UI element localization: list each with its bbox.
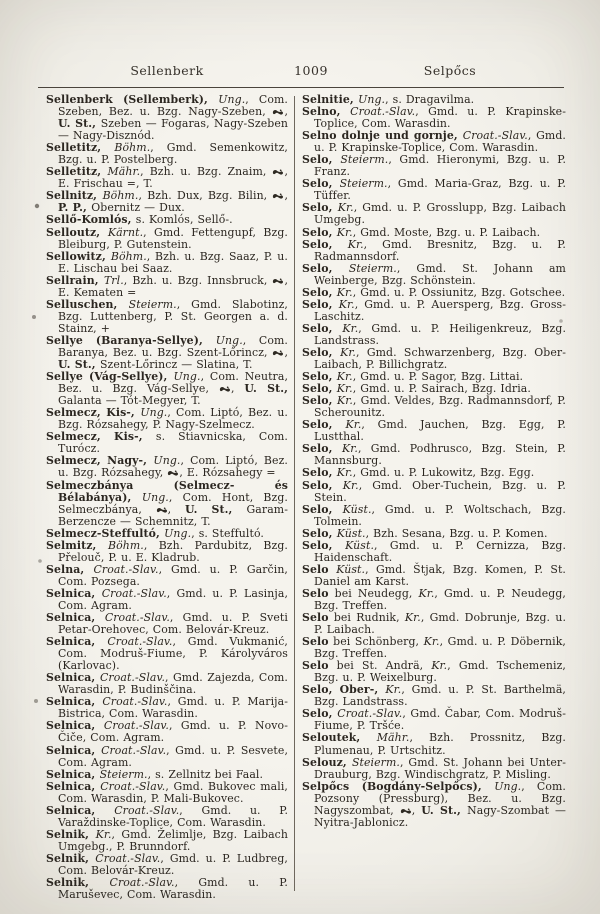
entry-text: , Gmd. u. P. Neudegg, Bzg. Treffen. bbox=[314, 586, 566, 612]
entry-headword: Selo, bbox=[302, 225, 337, 239]
gazetteer-entry bbox=[46, 335, 288, 371]
entry-text: Garam-Berzencze — Schemnitz, T. bbox=[58, 502, 288, 528]
gazetteer-entry bbox=[46, 853, 288, 877]
gazetteer-entry bbox=[46, 142, 288, 166]
entry-text: , Gmd. Vukmanić, Com. Modruš-Fiume, P. Károlyváros (Karlovac). bbox=[58, 635, 288, 673]
entry-text: Nagy-Szombat — Nyitra-Jablonicz. bbox=[314, 803, 566, 829]
gazetteer-entry bbox=[46, 636, 288, 672]
posthorn-icon bbox=[272, 275, 284, 287]
entry-text: , Gmd. Veldes, Bzg. Radmannsdorf, P. Scherounitz. bbox=[314, 394, 566, 420]
entry-headword: Selo, bbox=[302, 382, 337, 396]
entry-text: , Com. Neutra, Bez. u. Bzg. Vág-Sellye, bbox=[58, 370, 289, 396]
entry-text: , Gmd. u. P. Sveti Petar-Orehovec, Com. Belovár-Kreuz. bbox=[58, 611, 288, 637]
entry-headword: Selo, bbox=[302, 502, 343, 516]
running-head-left: Sellenberk bbox=[130, 63, 204, 78]
entry-text: Obernitz — Dux. bbox=[91, 201, 185, 215]
entry-headword: Selnica, bbox=[46, 719, 104, 733]
entry-province: Kärnt. bbox=[107, 225, 144, 239]
entry-province: Küst. bbox=[336, 562, 366, 576]
gazetteer-entry bbox=[302, 708, 566, 732]
entry-province: Kr. bbox=[345, 418, 362, 432]
entry-text: , Gmd. u. P. Heiligenkreuz, Bzg. Landstrass. bbox=[314, 321, 566, 347]
entry-headword: Selo, bbox=[302, 153, 341, 167]
entry-text: , s. Zellnitz bei Faal. bbox=[147, 767, 264, 781]
entry-headword: Selo, bbox=[302, 345, 341, 359]
entry-province: Ung. bbox=[215, 333, 243, 347]
entry-headword: Selo, bbox=[302, 237, 348, 251]
entry-text: , Gmd. Želimlje, Bzg. Laibach Umgebg., P. Brunndorf. bbox=[58, 827, 288, 853]
entry-text: bei Schönberg, bbox=[328, 635, 424, 649]
entry-headword: Selmeczbánya (Selmecz- és Bélabánya), bbox=[46, 478, 288, 504]
text-columns bbox=[46, 94, 566, 901]
entry-text: , Gmd. Moste, Bzg. u. P. Laibach. bbox=[352, 225, 541, 239]
entry-province: Croat.-Slav. bbox=[102, 695, 168, 709]
entry-headword: Selnica, bbox=[46, 635, 108, 649]
entry-text: , bbox=[284, 189, 288, 203]
entry-province: Croat.-Slav. bbox=[114, 803, 180, 817]
entry-headword: Selnica, bbox=[46, 743, 102, 757]
entry-headword: Selo, bbox=[302, 297, 339, 311]
entry-headword: Selletitz, bbox=[46, 141, 115, 155]
entry-province: Mähr. bbox=[107, 165, 141, 179]
entry-text: , Gmd. u. P. Varaždinske-Toplice, Com. Warasdin. bbox=[58, 803, 289, 829]
scan-noise bbox=[0, 0, 2, 2]
column-left bbox=[46, 94, 288, 901]
entry-province: Böhm. bbox=[110, 249, 147, 263]
entry-province: Kr. bbox=[404, 611, 421, 625]
entry-province: Kr. bbox=[336, 225, 353, 239]
entry-headword: Selo, bbox=[302, 321, 343, 335]
gazetteer-entry bbox=[46, 612, 288, 636]
entry-headword: Selmecz, Nagy-, bbox=[46, 454, 154, 468]
entry-text: , Gmd. u. P. Maruševec, Com. Warasdin. bbox=[58, 876, 288, 902]
entry-province: Kr. bbox=[336, 285, 353, 299]
gazetteer-entry bbox=[46, 540, 288, 564]
header-rule bbox=[38, 87, 564, 88]
entry-province: Kr. bbox=[337, 394, 353, 408]
gazetteer-entry bbox=[46, 166, 288, 190]
entry-province: Kr. bbox=[423, 635, 440, 649]
entry-headword: Seloutek, bbox=[302, 731, 377, 745]
entry-province: Croat.-Slav. bbox=[99, 671, 166, 685]
entry-text: bei Rudnik, bbox=[328, 611, 405, 625]
entry-headword: Sellowitz, bbox=[46, 249, 111, 263]
entry-text: , Gmd. Podhrusco, Bzg. Stein, P. Mannsburg. bbox=[314, 442, 566, 468]
entry-text: , Gmd. Bukovec mali, Com. Warasdin, P. Mali-Bukovec. bbox=[58, 779, 288, 805]
entry-headword: Sellnitz, bbox=[46, 189, 103, 203]
gazetteer-entry bbox=[302, 564, 566, 588]
entry-text: , Gmd. u. P. Sesvete, Com. Agram. bbox=[58, 743, 289, 769]
entry-province: Croat.-Slav. bbox=[107, 635, 173, 649]
entry-text: Szeben — Fogaras, Nagy-Szeben — Nagy-Disznód. bbox=[58, 117, 288, 143]
entry-text: , Gmd. u. P. Lasinja, Com. Agram. bbox=[58, 586, 288, 612]
entry-province: Steierm. bbox=[348, 261, 397, 275]
gazetteer-entry bbox=[46, 877, 288, 901]
entry-headword: Selo, bbox=[302, 285, 337, 299]
gazetteer-entry bbox=[302, 504, 566, 528]
entry-headword: Selo, bbox=[302, 442, 343, 456]
gazetteer-entry bbox=[46, 455, 288, 479]
entry-province: Steierm. bbox=[351, 755, 400, 769]
entry-text: , Gmd. u. P. Garčin, Com. Pozsega. bbox=[58, 562, 288, 588]
entry-headword: Selo, bbox=[302, 418, 346, 432]
entry-headword: Selna, bbox=[46, 562, 94, 576]
entry-province: Croat.-Slav. bbox=[95, 851, 161, 865]
entry-province: Kr. bbox=[336, 370, 353, 384]
entry-headword: Selnica, bbox=[46, 695, 103, 709]
entry-headword: Selnica, bbox=[46, 779, 101, 793]
entry-headword: Selo, bbox=[302, 177, 340, 191]
gazetteer-entry bbox=[302, 684, 566, 708]
page-number: 1009 bbox=[294, 63, 328, 78]
entry-text: , Gmd. u. P. Sairach, Bzg. Idria. bbox=[352, 382, 531, 396]
entry-province: Croat.-Slav. bbox=[104, 611, 170, 625]
entry-province: Croat.-Slav. bbox=[93, 562, 159, 576]
entry-text: , Gmd. St. Johann bei Unter-Drauburg, Bzg. Windischgratz, P. Misling. bbox=[314, 755, 566, 781]
entry-text: , Gmd. u. P. Woltschach, Bzg. Tolmein. bbox=[314, 502, 566, 528]
entry-province: Ung. bbox=[173, 370, 201, 384]
entry-province: Ung. bbox=[164, 526, 192, 540]
entry-headword: Selnica, bbox=[46, 803, 115, 817]
posthorn-icon bbox=[272, 166, 284, 178]
entry-province: Kr. bbox=[340, 345, 356, 359]
entry-headword: Selo, bbox=[302, 466, 337, 480]
entry-text: , Com. Szeben, Bez. u. Bzg. Nagy-Szeben, bbox=[58, 93, 288, 119]
entry-headword: U. St., bbox=[244, 382, 288, 396]
posthorn-icon bbox=[272, 347, 284, 359]
entry-headword: U. St., bbox=[184, 502, 247, 516]
entry-headword: Sellő-Komlós, bbox=[46, 213, 136, 227]
entry-text: bei Neudegg, bbox=[328, 586, 419, 600]
entry-headword: Selno dolnje und gornje, bbox=[302, 129, 463, 143]
entry-headword: Sellrain, bbox=[46, 273, 104, 287]
entry-headword: Selo, bbox=[302, 370, 337, 384]
entry-province: Croat.-Slav. bbox=[462, 129, 528, 143]
entry-headword: Selo bbox=[302, 586, 329, 600]
entry-headword: Selmecz, Kis-, bbox=[46, 430, 156, 444]
entry-province: Ung. bbox=[140, 406, 168, 420]
entry-headword: Selo, bbox=[302, 201, 338, 215]
entry-text: , Gmd. Tschemeniz, Bzg. u. P. Weixelburg. bbox=[314, 659, 566, 685]
entry-text: , Gmd. u. P. Krapinske-Toplice, Com. Warasdin. bbox=[314, 129, 566, 155]
entry-province: Ung. bbox=[218, 93, 246, 106]
entry-text: , Bzh. Dux, Bzg. Bilin, bbox=[138, 189, 273, 203]
entry-headword: U. St., bbox=[58, 358, 100, 372]
entry-text: , Gmd. u. P. Cernizza, Bzg. Haidenschaft. bbox=[314, 538, 567, 564]
gazetteer-entry bbox=[46, 805, 288, 829]
gazetteer-entry bbox=[302, 660, 566, 684]
gazetteer-entry bbox=[302, 540, 566, 564]
entry-text: s. Stiavnicska, Com. Turócz. bbox=[58, 430, 288, 456]
entry-headword: Selnik, bbox=[46, 876, 110, 890]
entry-province: Kr. bbox=[338, 297, 355, 311]
entry-province: Croat.-Slav. bbox=[101, 743, 167, 757]
entry-province: Kr. bbox=[336, 382, 353, 396]
entry-text: , Gmd. u. P. Auersperg, Bzg. Gross-Laschitz. bbox=[314, 297, 566, 323]
entry-text: , bbox=[284, 345, 288, 359]
gazetteer-entry bbox=[302, 154, 566, 178]
entry-headword: Selo, bbox=[302, 394, 337, 408]
posthorn-icon bbox=[219, 383, 231, 395]
entry-text: , Gmd. Zajezda, Com. Warasdin, P. Budinščina. bbox=[58, 671, 288, 697]
entry-province: Ung. bbox=[494, 779, 522, 793]
entry-text: , Gmd. Štjak, Bzg. Komen, P. St. Daniel am Karst. bbox=[314, 562, 566, 588]
entry-province: Böhm. bbox=[102, 189, 139, 203]
running-header bbox=[46, 63, 564, 78]
gazetteer-entry bbox=[302, 419, 566, 443]
entry-province: Ung. bbox=[358, 93, 386, 106]
gazetteer-entry bbox=[46, 480, 288, 528]
entry-headword: Selpőcs (Bogdány-Selpőcs), bbox=[302, 779, 495, 793]
entry-text: , Gmd. Ober-Tuchein, Bzg. u. P. Stein. bbox=[314, 478, 566, 504]
gazetteer-entry bbox=[46, 781, 288, 805]
gazetteer-entry bbox=[46, 588, 288, 612]
entry-province: Ung. bbox=[153, 454, 181, 468]
entry-headword: Selno, bbox=[302, 105, 351, 119]
gazetteer-entry bbox=[46, 672, 288, 696]
entry-text: , Gmd. u. P. St. Barthelmä, Bzg. Landstrass. bbox=[314, 683, 566, 709]
entry-text: , Bzh. u. Bzg. Innsbruck, bbox=[123, 273, 273, 287]
entry-province: Croat.-Slav. bbox=[337, 707, 403, 721]
entry-text: , Gmd. u. P. Marija-Bistrica, Com. Warasdin. bbox=[58, 695, 288, 721]
entry-text: s. Komlós, Sellő-. bbox=[135, 213, 233, 227]
entry-text: , Gmd. u. P. Novo-Čiče, Com. Agram. bbox=[58, 719, 288, 745]
entry-province: Kr. bbox=[342, 478, 359, 492]
entry-headword: Sellye (Vág-Sellye), bbox=[46, 370, 174, 384]
entry-province: Kr. bbox=[385, 683, 402, 697]
entry-province: Trl. bbox=[103, 273, 124, 287]
entry-text: , Gmd. Dobrunje, Bzg. u. P. Laibach. bbox=[314, 611, 567, 637]
posthorn-icon bbox=[272, 190, 284, 202]
entry-text: bei St. Andrä, bbox=[328, 659, 432, 673]
gazetteer-entry bbox=[302, 395, 566, 419]
column-right bbox=[302, 94, 566, 901]
entry-province: Kr. bbox=[336, 466, 353, 480]
entry-text: , Bzh. Sesana, Bzg. u. P. Komen. bbox=[365, 526, 548, 540]
entry-province: Böhm. bbox=[108, 538, 144, 552]
entry-text: , s. Dragavilma. bbox=[385, 93, 475, 106]
gazetteer-entry bbox=[302, 732, 566, 756]
entry-province: Steierm. bbox=[340, 153, 389, 167]
entry-text: , Gmd. u. P. Ossiunitz, Bzg. Gotschee. bbox=[352, 285, 566, 299]
entry-province: Steierm. bbox=[339, 177, 388, 191]
entry-headword: Selnik, bbox=[46, 851, 96, 865]
entry-text: , Gmd. Maria-Graz, Bzg. u. P. Tüffer. bbox=[314, 177, 567, 203]
entry-text: , bbox=[230, 382, 245, 396]
entry-text: , Gmd. St. Johann am Weinberge, Bzg. Schönstein. bbox=[314, 261, 566, 287]
entry-headword: P. P., bbox=[58, 201, 92, 215]
gazetteer-entry bbox=[46, 720, 288, 744]
entry-text: , Bzh. Pardubitz, Bzg. Přelouč, P. u. E. Kladrub. bbox=[58, 538, 288, 564]
gazetteer-entry bbox=[46, 299, 288, 335]
gazetteer-entry bbox=[302, 106, 566, 130]
gazetteer-entry bbox=[46, 407, 288, 431]
entry-province: Kr. bbox=[418, 586, 435, 600]
gazetteer-entry bbox=[46, 371, 288, 407]
entry-headword: Selo bbox=[302, 659, 329, 673]
gazetteer-entry bbox=[46, 190, 288, 214]
entry-headword: Selo, bbox=[302, 526, 337, 540]
entry-province: Steierm. bbox=[99, 767, 148, 781]
entry-text: , Gmd. u. P. Sagor, Bzg. Littai. bbox=[352, 370, 524, 384]
entry-text: , Gmd. u. P. Lukowitz, Bzg. Egg. bbox=[352, 466, 535, 480]
entry-headword: Selo, bbox=[302, 707, 338, 721]
entry-headword: Selnica, bbox=[46, 767, 100, 781]
entry-text: , Gmd. Schwarzenberg, Bzg. Ober-Laibach, P. Billichgratz. bbox=[314, 345, 566, 372]
entry-text: , Com. Pozsony (Pressburg), Bez. u. Bzg. Nagyszombat, bbox=[314, 779, 566, 817]
entry-headword: Selmitz, bbox=[46, 538, 108, 552]
gazetteer-entry bbox=[302, 178, 566, 202]
entry-text: , Gmd. Jauchen, Bzg. Egg, P. Lustthal. bbox=[314, 418, 566, 444]
entry-province: Küst. bbox=[336, 526, 366, 540]
entry-text: , E. Kematen = bbox=[58, 273, 288, 299]
entry-text: , Gmd. Hieronymi, Bzg. u. P. Franz. bbox=[314, 153, 567, 179]
entry-headword: Selnica, bbox=[46, 671, 100, 685]
entry-province: Kr. bbox=[95, 827, 112, 841]
entry-text: , bbox=[167, 502, 185, 516]
entry-province: Steierm. bbox=[128, 297, 177, 311]
entry-text: , Com. Baranya, Bez. u. Bzg. Szent-Lőrincz, bbox=[58, 333, 288, 359]
gazetteer-entry bbox=[302, 202, 566, 226]
entry-text: , Bzh. u. Bzg. Saaz, P. u. E. Lischau bei Saaz. bbox=[58, 249, 288, 275]
gazetteer-entry bbox=[302, 263, 566, 287]
entry-text: , Com. Liptó, Bez. u. Bzg. Rózsahegy, P. Nagy-Szelmecz. bbox=[58, 406, 288, 432]
gazetteer-entry bbox=[46, 251, 288, 275]
entry-headword: Selnica, bbox=[46, 611, 105, 625]
gazetteer-entry bbox=[302, 636, 566, 660]
running-head-right: Selpőcs bbox=[423, 63, 477, 78]
entry-headword: Selnik, bbox=[46, 827, 96, 841]
entry-headword: Selnitie, bbox=[302, 93, 359, 106]
entry-province: Croat.-Slav. bbox=[100, 779, 166, 793]
entry-text: , s. Steffultó. bbox=[191, 526, 264, 540]
gazetteer-entry bbox=[46, 94, 288, 142]
entry-headword: Selo, bbox=[302, 261, 349, 275]
gazetteer-entry bbox=[302, 757, 566, 781]
entry-text: , Gmd. u. P. Krapinske-Toplice, Com. Warasdin. bbox=[314, 105, 567, 131]
entry-text: Szent-Lőrincz — Slatina, T. bbox=[99, 358, 253, 372]
gazetteer-entry bbox=[302, 480, 566, 504]
column-divider bbox=[294, 96, 295, 891]
entry-headword: Selo, bbox=[302, 478, 343, 492]
entry-headword: Sellenberk (Sellemberk), bbox=[46, 93, 219, 106]
entry-text: , E. Frischau =, T. bbox=[58, 165, 289, 191]
entry-province: Ung. bbox=[141, 490, 169, 504]
entry-headword: Selo, Ober-, bbox=[302, 683, 386, 697]
entry-text: , bbox=[411, 803, 422, 817]
entry-headword: Selnica, bbox=[46, 586, 102, 600]
entry-text: , Gmd. u. P. Ludbreg, Com. Belovár-Kreuz. bbox=[58, 851, 288, 877]
entry-headword: U. St., bbox=[58, 117, 101, 131]
entry-text: , Gmd. Fettengupf, Bzg. Bleiburg, P. Gutenstein. bbox=[58, 225, 288, 251]
gazetteer-entry bbox=[302, 239, 566, 263]
entry-province: Böhm. bbox=[114, 141, 151, 155]
gazetteer-entry bbox=[302, 130, 566, 154]
gazetteer-entry bbox=[46, 564, 288, 588]
entry-province: Croat.-Slav. bbox=[350, 105, 416, 119]
entry-headword: Selmecz-Steffultó, bbox=[46, 526, 165, 540]
gazetteer-entry bbox=[46, 275, 288, 299]
entry-text: , E. Rózsahegy = bbox=[179, 466, 276, 480]
gazetteer-entry bbox=[302, 588, 566, 612]
entry-text: , bbox=[284, 105, 288, 119]
entry-text: , Gmd. Bresnitz, Bzg. u. P. Radmannsdorf. bbox=[314, 237, 566, 263]
gazetteer-entry bbox=[302, 347, 566, 371]
entry-headword: Selo bbox=[302, 635, 329, 649]
gazetteer-entry bbox=[302, 612, 566, 636]
entry-text: , Com. Liptó, Bez. u. Bzg. Rózsahegy, bbox=[58, 454, 288, 480]
gazetteer-entry bbox=[302, 323, 566, 347]
entry-headword: Selo, bbox=[302, 538, 346, 552]
entry-text: , Gmd. Slabotinz, Bzg. Luttenberg, P. St. Georgen a. d. Stainz, + bbox=[58, 297, 288, 335]
entry-province: Croat.-Slav. bbox=[109, 876, 175, 890]
entry-text: , Bzh. Prossnitz, Bzg. Plumenau, P. Urtschitz. bbox=[314, 731, 566, 757]
entry-headword: Selletitz, bbox=[46, 165, 108, 179]
entry-province: Croat.-Slav. bbox=[103, 719, 169, 733]
gazetteer-entry bbox=[302, 299, 566, 323]
gazetteer-entry bbox=[46, 431, 288, 455]
entry-text: , Com. Hont, Bzg. Selmeczbánya, bbox=[58, 490, 288, 516]
entry-text: , Gmd. u. P. Döbernik, Bzg. Treffen. bbox=[314, 635, 566, 661]
entry-province: Kr. bbox=[347, 237, 364, 251]
gazetteer-entry bbox=[46, 696, 288, 720]
gazetteer-entry bbox=[46, 227, 288, 251]
entry-province: Mähr. bbox=[376, 731, 410, 745]
gazetteer-entry bbox=[46, 745, 288, 769]
entry-province: Küst. bbox=[342, 502, 372, 516]
entry-province: Küst. bbox=[345, 538, 375, 552]
gazetteer-entry bbox=[46, 829, 288, 853]
entry-province: Croat.-Slav. bbox=[101, 586, 167, 600]
entry-province: Kr. bbox=[342, 442, 358, 456]
entry-text: , Gmd. u. P. Grosslupp, Bzg. Laibach Umgebg. bbox=[314, 201, 566, 227]
entry-headword: Selo bbox=[302, 562, 337, 576]
entry-province: Kr. bbox=[342, 321, 359, 335]
entry-text: , Gmd. Semenkowitz, Bzg. u. P. Postelberg. bbox=[58, 141, 288, 167]
entry-headword: U. St., bbox=[421, 803, 468, 817]
entry-text: Galanta — Tót-Megyer, T. bbox=[58, 394, 201, 408]
entry-headword: Selluschen, bbox=[46, 297, 129, 311]
entry-text: , Bzh. u. Bzg. Znaim, bbox=[140, 165, 273, 179]
gazetteer-entry bbox=[302, 781, 566, 829]
entry-headword: Selouz, bbox=[302, 755, 352, 769]
entry-province: Kr. bbox=[337, 201, 354, 215]
entry-text: , Gmd. Čabar, Com. Modruš-Fiume, P. Tršće. bbox=[314, 707, 567, 733]
gazetteer-entry bbox=[302, 443, 566, 467]
entry-headword: Selloutz, bbox=[46, 225, 108, 239]
entry-headword: Selo bbox=[302, 611, 329, 625]
entry-province: Kr. bbox=[431, 659, 448, 673]
entry-headword: Sellye (Baranya-Sellye), bbox=[46, 333, 216, 347]
entry-headword: Selmecz, Kis-, bbox=[46, 406, 141, 420]
